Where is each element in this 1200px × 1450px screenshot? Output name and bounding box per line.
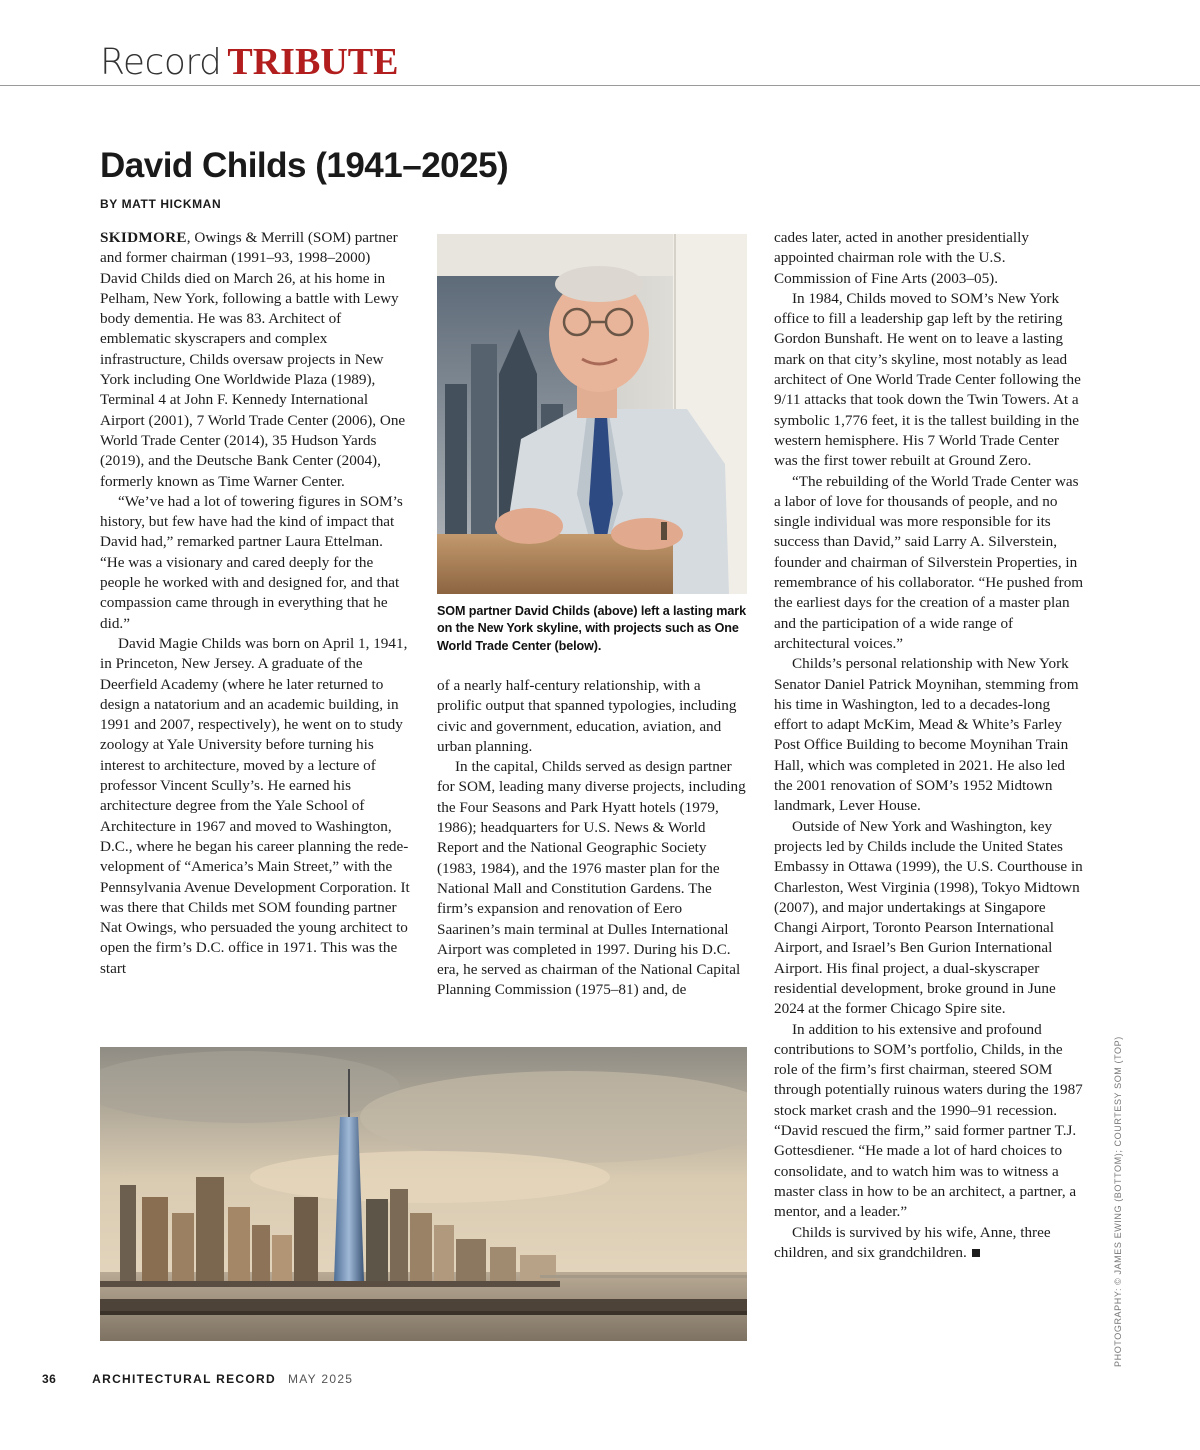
- article-column-2: [437, 676, 747, 1001]
- article-column-1: [100, 228, 410, 979]
- paragraph: Outside of New York and Washington, key projects led by Childs include the United States Embassy in Ottawa (1999), the U.S. Courthouse in Charleston, West Virginia (1998), Tokyo Midtown (2007), and major undertakings at Singapore Changi Airport, Toronto Pearson International Airport, and Israel’s Ben Gurion International Airport. His final project, a dual-skyscraper residential development, broke ground in June 2024 at the former Chicago Spire site.: [774, 817, 1083, 1018]
- paragraph-text: , Owings & Merrill (SOM) partner and former chairman (1991–93, 1998–2000) David Childs died on March 26, at his home in Pelham, New York, following a battle with Lewy body dementia. He was 83. Architect of emblematic skyscrapers and complex infrastructure, Childs oversaw projects in New York including One Worldwide Plaza (1989), Terminal 4 at John F. Kennedy International Airport (2001), 7 World Trade Center (2006), One World Trade Center (2014), 35 Hudson Yards (2019), and the Deutsche Bank Center (2004), formerly known as Time Warner Center.: [100, 229, 406, 490]
- section-header-record: Record: [100, 42, 222, 83]
- article-title: David Childs (1941–2025): [100, 146, 509, 185]
- paragraph: David Magie Childs was born on April 1, 1941, in Princeton, New Jersey. A graduate of the Deerfield Academy (where he later returned to design a natatorium and an academic building, in 1991 and 2007, respectively), he went on to study zoology at Yale University before turning his interest to architecture, moved by a lecture of professor Vincent Scully’s. He earned his architecture degree from the Yale School of Architecture in 1967 and moved to Washington, D.C., where he began his career planning the redevelopment of “America’s Main Street,” with the Pennsylvania Avenue Development Corporation. It was there that Childs met SOM founding partner Nat Owings, who persuaded the young architect to open the firm’s D.C. office in 1971. This was the start: [100, 634, 410, 977]
- paragraph: cades later, acted in another presidentially appointed chairman role with the U.S. Commission of Fine Arts (2003–05).: [774, 229, 1029, 287]
- paragraph: [100, 228, 410, 492]
- page-number: 36: [42, 1372, 57, 1386]
- paragraph-text: Childs is survived by his wife, Anne, three children, and six grandchildren.: [774, 1223, 1051, 1261]
- paragraph: In the capital, Childs served as design partner for SOM, leading many diverse projects, including the Four Seasons and Park Hyatt hotels (1979, 1986); headquarters for U.S. News & World Report and the National Geographic Society (1983, 1984), and the 1976 master plan for the National Mall and Constitution Gardens. The firm’s expansion and renovation of Eero Saarinen’s main terminal at Dulles International Airport was completed in 1997. During his D.C. era, he served as chairman of the National Capital Planning Commission (1975–81) and, de: [437, 758, 746, 999]
- issue-date: MAY 2025: [287, 1372, 354, 1386]
- paragraph: In addition to his extensive and profound contributions to SOM’s portfolio, Childs, in the role of the firm’s first chairman, steered SOM through potentially ruinous waters during the 1987 stock market crash and the 1990–91 recession. “David rescued the firm,” said former partner T.J. Gottesdiener. “He made a lot of hard choices to consolidate, and to watch him was to witness a master class in how to be an architect, a partner, a mentor, and a leader.”: [774, 1020, 1083, 1221]
- lead-in: SKIDMORE: [100, 229, 187, 246]
- article-column-3: [774, 228, 1086, 1263]
- paragraph: [774, 1223, 1086, 1264]
- byline: BY MATT HICKMAN: [100, 197, 222, 211]
- paragraph: “The rebuilding of the World Trade Center was a labor of love for thousands of people, and no single individual was more responsible for its success than David,” said Larry A. Silverstein, founder and chairman of Silverstein Properties, in remembrance of his collaborator. “He pushed from the earliest days for the creation of a master plan and the participation of a wide range of architectural voices.”: [774, 472, 1084, 652]
- skyline-photo: [100, 1047, 747, 1341]
- end-mark-icon: [972, 1249, 980, 1257]
- magazine-name: ARCHITECTURAL RECORD: [92, 1372, 276, 1386]
- section-header-tribute: TRIBUTE: [227, 41, 399, 83]
- portrait-illustration: [437, 234, 747, 594]
- paragraph: of a nearly half-century relationship, with a prolific output that spanned typologies, including civic and government, education, aviation, and urban planning.: [437, 677, 737, 755]
- paragraph: In 1984, Childs moved to SOM’s New York office to fill a leadership gap left by the retiring Gordon Bunshaft. He went on to leave a lasting mark on that city’s skyline, most notably as lead architect of One World Trade Center following the 9/11 attacks that took down the Twin Towers. At a symbolic 1,776 feet, it is the tallest building in the western hemisphere. His 7 World Trade Center was the first tower rebuilt at Ground Zero.: [774, 289, 1081, 470]
- header-rule: [0, 85, 1200, 86]
- portrait-photo: [437, 234, 747, 594]
- photo-caption: SOM partner David Childs (above) left a lasting mark on the New York skyline, with projects such as One World Trade Center (below).: [437, 604, 747, 653]
- skyline-illustration: [100, 1047, 747, 1341]
- page-footer: [42, 1372, 353, 1386]
- section-header: [100, 40, 398, 84]
- paragraph: Childs’s personal relationship with New York Senator Daniel Patrick Moynihan, stemming from his time in Washington, led to a decades-long effort to adapt McKim, Mead & White’s Farley Post Office Building to become Moynihan Train Hall, which was completed in 2021. He also led the 2001 renovation of SOM’s 1952 Midtown landmark, Lever House.: [774, 655, 1079, 815]
- paragraph: “We’ve had a lot of towering figures in SOM’s history, but few have had the kind of impact that David had,” remarked partner Laura Ettelman. “He was a visionary and cared deeply for the people he worked with and designed for, and that compassion came through in everything that he did.”: [100, 492, 403, 632]
- photo-credit-text: PHOTOGRAPHY: © JAMES EWING (BOTTOM); COURTESY SOM (TOP): [1113, 1036, 1123, 1367]
- photo-credit: [1108, 1036, 1123, 1370]
